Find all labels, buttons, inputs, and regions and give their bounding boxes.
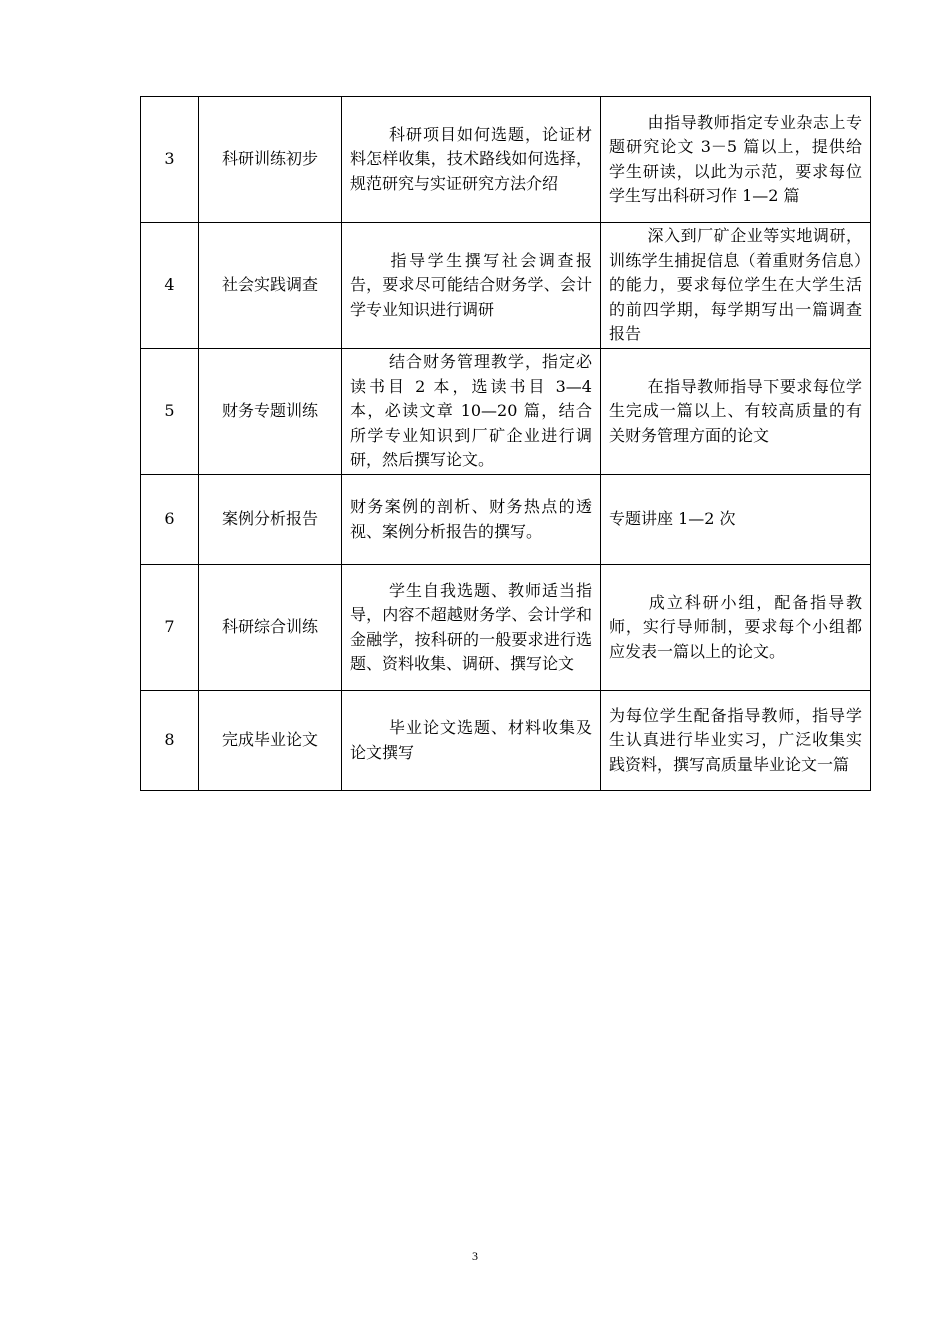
- page-number: 3: [472, 1249, 478, 1263]
- row-number: 7: [141, 565, 199, 691]
- item-name: 科研训练初步: [199, 97, 342, 223]
- content-text: 学生自我选题、教师适当指导，内容不超越财务学、会计学和金融学，按科研的一般要求进行选题、资料收集、调研、撰写论文: [350, 580, 592, 673]
- requirement-text: 为每位学生配备指导教师，指导学生认真进行毕业实习，广泛收集实践资料，撰写高质量毕业论文一篇: [609, 705, 862, 774]
- item-name: 完成毕业论文: [199, 691, 342, 791]
- table-row: [141, 475, 871, 565]
- row-number: 3: [141, 97, 199, 223]
- requirement-cell: [601, 565, 871, 691]
- content-cell: [342, 691, 601, 791]
- content-text: 指导学生撰写社会调查报告，要求尽可能结合财务学、会计学专业知识进行调研: [350, 250, 592, 319]
- content-cell: [342, 349, 601, 475]
- content-cell: [342, 565, 601, 691]
- requirement-text: 在指导教师指导下要求每位学生完成一篇以上、有较高质量的有关财务管理方面的论文: [609, 376, 862, 445]
- requirement-cell: [601, 349, 871, 475]
- row-number: 5: [141, 349, 199, 475]
- table-row: [141, 565, 871, 691]
- requirement-cell: [601, 97, 871, 223]
- content-text: 科研项目如何选题，论证材料怎样收集，技术路线如何选择，规范研究与实证研究方法介绍: [350, 124, 592, 193]
- content-text: 结合财务管理教学，指定必读书目 2 本，选读书目 3—4 本，必读文章 10—20 篇，结合所学专业知识到厂矿企业进行调研，然后撰写论文。: [350, 352, 592, 470]
- table-row: [141, 691, 871, 791]
- training-plan-table: [140, 96, 871, 791]
- content-cell: [342, 97, 601, 223]
- row-number: 8: [141, 691, 199, 791]
- requirement-cell: [601, 475, 871, 565]
- table-row: [141, 349, 871, 475]
- item-name: 财务专题训练: [199, 349, 342, 475]
- requirement-text: 成立科研小组，配备指导教师，实行导师制，要求每个小组都应发表一篇以上的论文。: [609, 592, 862, 661]
- content-cell: [342, 475, 601, 565]
- content-text: 财务案例的剖析、财务热点的透视、案例分析报告的撰写。: [350, 497, 592, 541]
- content-cell: [342, 223, 601, 349]
- table-row: [141, 223, 871, 349]
- item-name: 社会实践调查: [199, 223, 342, 349]
- item-name: 案例分析报告: [199, 475, 342, 565]
- requirement-cell: [601, 223, 871, 349]
- row-number: 6: [141, 475, 199, 565]
- row-number: 4: [141, 223, 199, 349]
- requirement-text: 由指导教师指定专业杂志上专题研究论文 3－5 篇以上，提供给学生研读，以此为示范，要求每位学生写出科研习作 1—2 篇: [609, 112, 862, 205]
- item-name: 科研综合训练: [199, 565, 342, 691]
- requirement-text: 深入到厂矿企业等实地调研，训练学生捕捉信息（着重财务信息）的能力，要求每位学生在大学生活的前四学期，每学期写出一篇调查报告: [609, 226, 862, 344]
- content-text: 毕业论文选题、材料收集及论文撰写: [350, 718, 592, 762]
- requirement-text: 专题讲座 1—2 次: [609, 509, 736, 529]
- requirement-cell: [601, 691, 871, 791]
- table-row: [141, 97, 871, 223]
